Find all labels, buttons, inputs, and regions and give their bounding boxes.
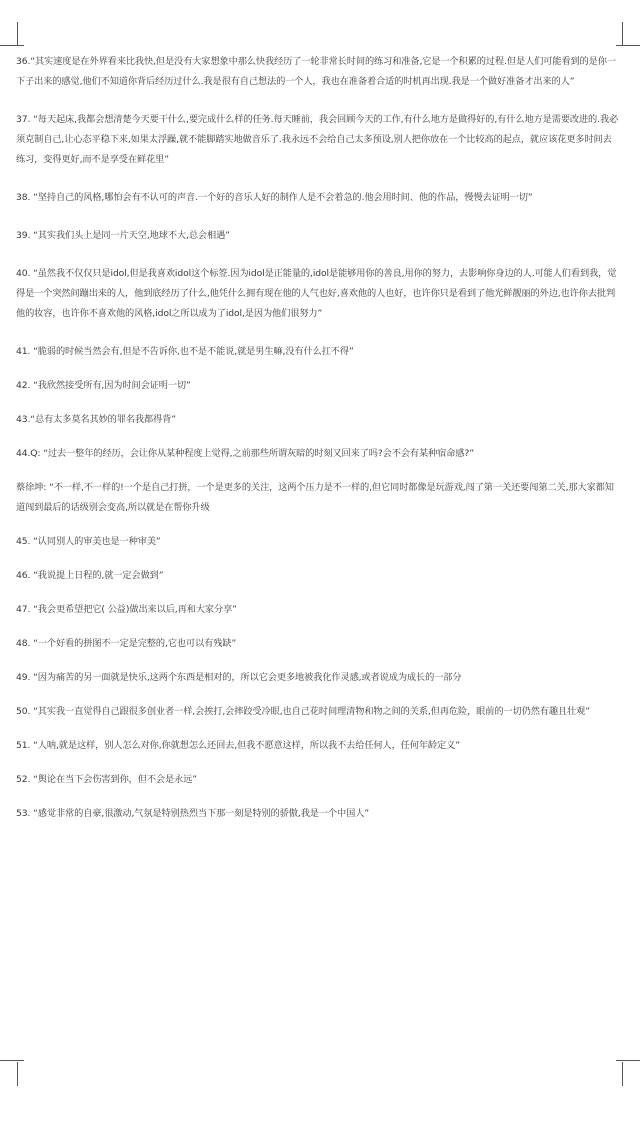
crop-mark-top-right-h	[616, 45, 640, 46]
crop-mark-top-left-h	[0, 45, 24, 46]
quote-list	[16, 52, 620, 824]
quote-40: 40. “虽然我不仅仅只是idol,但是我喜欢idol这个标签.因为idol是正能量的,idol是能够用你的善良,用你的努力，去影响你身边的人.可能人们看到我，觉得是一个突然间蹦出来的人，他到底经历了什么,他凭什么拥有现在他的人气也好,喜欢他的人也好，也许你只是看到了他光鲜靓丽的外边,也许你去批判他的妆容，也许你不喜欢他的风格,idol之所以成为了idol,是因为他们很努力”	[16, 268, 617, 319]
quote-47: 47. “我会更希望把它( 公益)做出来以后,再和大家分享”	[16, 604, 237, 615]
quote-41: 41. “脆弱的时候当然会有,但是不告诉你,也不是不能说,就是男生嘛,没有什么扛不得”	[16, 346, 354, 357]
quote-37: 37. “每天起床,我都会想清楚今天要干什么,要完成什么样的任务.每天睡前，我会回顾今天的工作,有什么地方是做得好的,有什么地方是需要改进的.我必须克制自己,让心态平稳下来,如果太浮躁,就不能脚踏实地做音乐了.我永远不会给自己太多预设,别人把你放在一个比较高的起点，就应该花更多时间去练习，变得更好,而不是享受在鲜花里”	[16, 114, 619, 165]
quote-36: 36.“其实速度是在外界看来比我快,但是没有大家想象中那么快我经历了一轮非常长时间的练习和准备,它是一个积累的过程.但是人们可能看到的是你一下子出来的感觉,他们不知道你背后经历过什么.我是很有自己想法的一个人，我也在准备着合适的时机再出现.我是一个做好准备才出来的人”	[16, 56, 616, 87]
crop-mark-bottom-left-h	[0, 1060, 24, 1061]
quote-44-answer: 蔡徐坤: “不一样,不一样的!一个是自己打拼，一个是更多的关注，这两个压力是不一样的,但它同时都像是玩游戏,闯了第一关还要闯第二关,那大家都知道闯到最后的话级别会变高,所以就是在帮你升级	[16, 482, 614, 513]
quote-49: 49. “因为痛苦的另一面就是快乐,这两个东西是相对的，所以它会更多地被我化作灵感,或者说成为成长的一部分	[16, 672, 462, 683]
quote-44-question: 44.Q: “过去一整年的经历，会让你从某种程度上觉得,之前那些所谓灰暗的时刻又回来了吗?会不会有某种宿命感?”	[16, 448, 474, 459]
quote-45: 45. “认同别人的审美也是一种审美”	[16, 536, 161, 547]
crop-mark-bottom-right	[622, 1062, 623, 1086]
quote-51: 51. “人呐,就是这样，别人怎么对你,你就想怎么还回去,但我不愿意这样，所以我不去给任何人，任何年龄定义”	[16, 740, 460, 751]
quote-42: 42. “我欣然接受所有,因为时间会证明一切”	[16, 380, 191, 391]
quote-50: 50. “其实我一直觉得自己跟很多创业者一样,会挨打,会摔跤受冷眼,也自己花时间理清物和物之间的关系,但再危险，眼前的一切仍然有趣且壮观”	[16, 706, 590, 717]
quote-52: 52. “舆论在当下会伤害到你，但不会是永远”	[16, 774, 197, 785]
quote-38: 38. “坚持自己的风格,哪怕会有不认可的声音.一个好的音乐人好的制作人是不会着急的.他会用时间、他的作品，慢慢去证明一切”	[16, 192, 533, 203]
quote-39: 39. “其实我们头上是同一片天空,地球不大,总会相遇”	[16, 230, 230, 241]
crop-mark-bottom-left	[17, 1062, 18, 1086]
quote-43: 43.“总有太多莫名其妙的罪名我都得背”	[16, 414, 176, 425]
crop-mark-top-left	[17, 22, 18, 46]
crop-mark-bottom-right-h	[616, 1060, 640, 1061]
crop-mark-top-right	[622, 22, 623, 46]
quote-48: 48. “一个好看的拼图不一定是完整的,它也可以有残缺”	[16, 638, 237, 649]
quote-53: 53. “感觉非常的自豪,很激动,气氛是特别热烈当下那一刻是特别的骄傲,我是一个中国人”	[16, 808, 369, 819]
quote-46: 46. “我说提上日程的,就一定会做到”	[16, 570, 164, 581]
